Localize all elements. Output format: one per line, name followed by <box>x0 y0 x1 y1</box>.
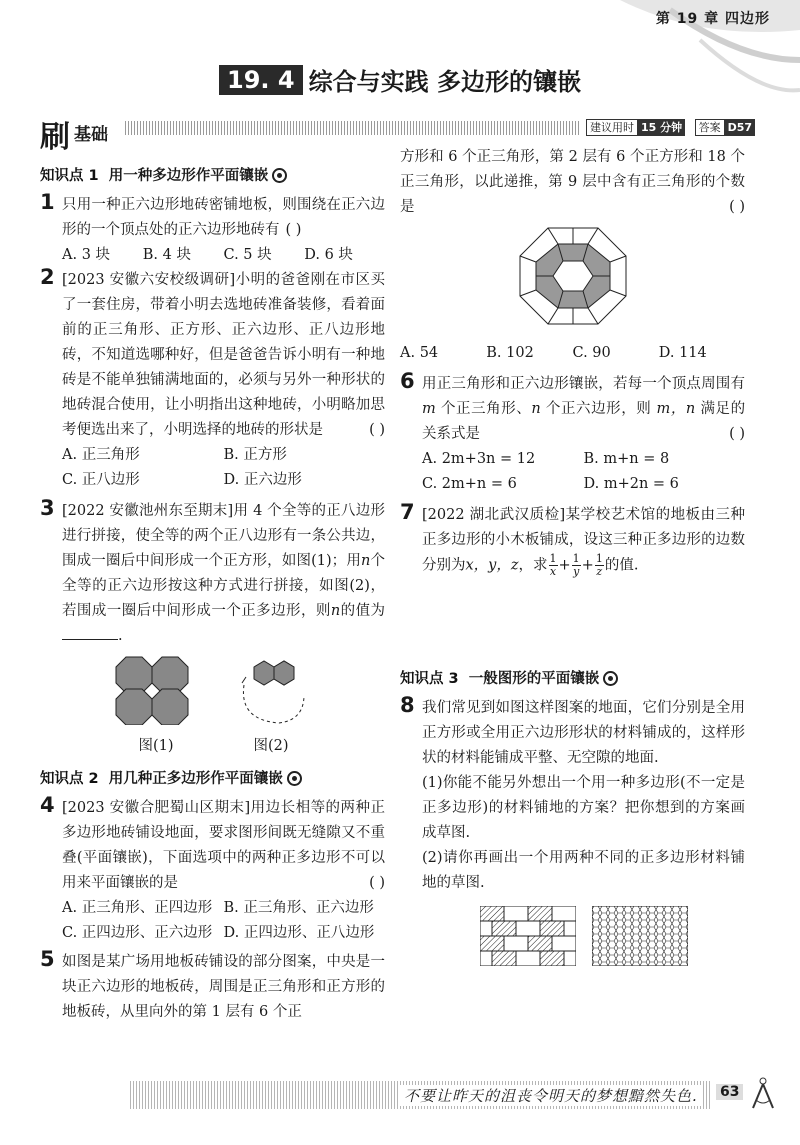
hexagon-tiling-figure <box>592 906 688 966</box>
knowledge-point-2 <box>40 767 385 792</box>
knowledge-point-3 <box>400 667 745 692</box>
question-5-figure <box>400 226 745 335</box>
question-part-2: (2)请你再画出一个用两种不同的正多边形材料铺地的草图. <box>422 849 745 891</box>
question-2 <box>40 265 385 493</box>
answer-paren: ( ) <box>729 199 745 215</box>
question-text: 我们常见到如图这样图案的地面，它们分别是全用正方形或全用正六边形形状的材料铺成的，这样形状的材料能铺成平整、无空隙的地面. <box>422 699 745 766</box>
kp2-label: 知识点 2 <box>40 771 99 787</box>
figure-1-caption: 图(1) <box>138 738 174 754</box>
question-8 <box>400 692 745 966</box>
header-band <box>125 121 580 135</box>
shua-mark: 刷 <box>40 120 70 155</box>
numerator: 1 <box>572 552 580 565</box>
var-n: n <box>361 553 371 569</box>
question-5-options <box>400 341 745 366</box>
question-3-figures <box>62 655 385 734</box>
question-text: 个正三角形、 <box>440 401 532 417</box>
fraction-1-over-z <box>595 553 604 578</box>
option-d: D. 正四边形、正八边形 <box>223 925 375 941</box>
knowledge-point-1 <box>40 164 385 189</box>
question-3 <box>40 496 386 759</box>
chapter-label: 第 19 章 四边形 <box>655 11 770 27</box>
level-label: 基础 <box>74 125 108 145</box>
question-end: . <box>118 628 123 644</box>
question-source: [2022 湖北武汉质检] <box>422 507 566 523</box>
figure-2-caption: 图(2) <box>253 738 289 754</box>
question-source: [2023 安徽合肥蜀山区期末] <box>62 800 251 816</box>
question-1 <box>40 190 385 268</box>
question-number: 1 <box>40 190 55 214</box>
question-number: 8 <box>400 692 415 717</box>
options <box>62 896 385 946</box>
option-d: D. 6 块 <box>304 247 353 263</box>
question-number: 2 <box>40 265 55 289</box>
option-c: C. 2m+n = 6 <box>422 476 517 492</box>
floor-tile-pattern <box>518 226 628 326</box>
time-suggestion <box>586 119 755 136</box>
target-icon <box>272 168 287 183</box>
plus-sign: + <box>558 557 571 574</box>
answer-page: D57 <box>725 119 755 136</box>
options <box>422 447 745 497</box>
option-b: B. 正三角形、正六边形 <box>223 900 374 916</box>
option-b: B. 102 <box>486 345 534 361</box>
question-text: 用 4 个全等的正八边形进行拼接，使全等的两个正八边形有一条公共边，围成一圈后中间形成一个正方形，如图(1)；用 <box>62 503 386 569</box>
tiling-figures <box>104 655 344 725</box>
page-number: 63 <box>716 1084 743 1100</box>
right-column <box>400 145 745 966</box>
question-5-continued <box>400 145 745 220</box>
option-d: D. 114 <box>658 345 707 361</box>
question-5 <box>40 947 385 1025</box>
option-d: D. 正六边形 <box>223 472 302 488</box>
question-text: 满足的关系式是 <box>422 401 746 442</box>
plus-sign: + <box>581 557 594 574</box>
numerator: 1 <box>549 552 557 565</box>
kp3-label: 知识点 3 <box>400 670 459 687</box>
question-4 <box>40 793 386 946</box>
denominator: z <box>596 565 603 578</box>
option-c: C. 5 块 <box>223 247 272 263</box>
figure-captions <box>42 734 385 759</box>
kp3-title: 一般图形的平面镶嵌 <box>468 670 600 687</box>
section-heading <box>0 62 800 97</box>
options <box>62 243 385 268</box>
question-text: 如图是某广场用地板砖铺设的部分图案，中央是一块正六边形的地板砖，周围是正三角形和正方形的地板砖，从里向外的第 1 层有 6 个正 <box>62 954 385 1020</box>
answer-paren: ( ) <box>369 875 385 891</box>
footer-motto: 不要让昨天的沮丧令明天的梦想黯然失色. <box>400 1085 702 1106</box>
target-icon <box>603 671 618 686</box>
question-source: [2023 安徽六安校级调研] <box>62 272 236 288</box>
option-c: C. 90 <box>572 345 611 361</box>
answer-paren: ( ) <box>729 426 745 442</box>
answer-label: 答案 <box>695 119 725 136</box>
kp1-title: 用一种多边形作平面镶嵌 <box>108 168 269 184</box>
question-text: 的值. <box>604 557 639 574</box>
target-icon <box>287 771 302 786</box>
question-7 <box>400 500 745 579</box>
question-part-1: (1)你能不能另外想出一个用一种多边形(不一定是正多边形)的材料铺地的方案？把你想到的方案画成草图. <box>422 774 745 841</box>
question-source: [2022 安徽池州东至期末] <box>62 503 234 519</box>
question-6 <box>400 369 746 497</box>
question-text: 个正六边形，则 <box>545 401 652 417</box>
var-mn: m，n <box>656 401 696 417</box>
question-text: 用边长相等的两种正多边形地砖铺设地面，要求图形间既无缝隙又不重叠(平面镶嵌)，下面选项中的两种正多边形不可以用来平面镶嵌的是 <box>62 800 386 891</box>
var-m: m <box>422 401 436 417</box>
question-number: 4 <box>40 793 55 817</box>
question-text: 小明的爸爸刚在市区买了一套住房，带着小明去选地砖准备装修，看着面前的正三角形、正方形、正六边形、正八边形地砖，不知道选哪种好，但是爸爸告诉小明有一种地砖是不能单独铺满地面的，必须与另外一种形状的地砖混合使用，让小明指出这种地砖，小明略加思考便选出来了，小明选择的地砖的形状是 <box>62 272 385 438</box>
left-column <box>40 160 385 1025</box>
option-b: B. 正方形 <box>223 447 287 463</box>
question-text: ，求 <box>518 557 548 574</box>
option-a: A. 正三角形 <box>62 447 140 463</box>
answer-paren: ( ) <box>285 222 302 238</box>
time-label: 建议用时 <box>586 119 638 136</box>
question-text: 只用一种正六边形地砖密铺地板，则围绕在正六边形的一个顶点处的正六边形地砖有 <box>62 197 385 238</box>
question-number: 5 <box>40 947 55 971</box>
option-a: A. 3 块 <box>62 247 111 263</box>
var-n: n <box>330 603 341 619</box>
option-a: A. 54 <box>400 345 439 361</box>
var-n: n <box>531 401 541 417</box>
question-number: 3 <box>40 496 55 520</box>
kp1-label: 知识点 1 <box>40 168 99 184</box>
option-b: B. 4 块 <box>142 247 191 263</box>
answer-paren: ( ) <box>369 422 385 438</box>
denominator: x <box>549 565 557 578</box>
question-text: 某学校艺术馆的地板由三种正多边形的小木板铺成，设这三种正多边形的边数分别为 <box>422 507 745 574</box>
compass-icon <box>748 1076 778 1110</box>
question-text: 方形和 6 个正三角形，第 2 层有 6 个正方形和 18 个正三角形，以此递推，第 9 层中含有正三角形的个数是 <box>400 149 745 215</box>
denominator: y <box>573 565 580 578</box>
options <box>62 443 385 493</box>
fraction-1-over-x <box>549 553 558 578</box>
square-tiling-figure <box>480 906 576 966</box>
option-c: C. 正四边形、正六边形 <box>62 925 213 941</box>
question-number: 6 <box>400 369 415 393</box>
section-title: 综合与实践 多边形的镶嵌 <box>308 68 581 96</box>
fraction-1-over-y <box>572 553 581 578</box>
question-text: 个全等的正六边形按这种方式进行拼接，如图(2)，若围成一圈后中间形成一个正多边形，则 <box>62 553 385 619</box>
question-text: 的值为 <box>340 603 386 619</box>
question-text: 用正三角形和正六边形镶嵌，若每一个顶点周围有 <box>422 376 745 392</box>
option-d: D. m+2n = 6 <box>583 476 679 492</box>
section-number: 19. 4 <box>219 65 303 95</box>
numerator: 1 <box>595 552 603 565</box>
answer-blank[interactable] <box>62 625 118 640</box>
option-b: B. m+n = 8 <box>583 451 670 467</box>
time-value: 15 分钟 <box>638 119 685 136</box>
kp2-title: 用几种正多边形作平面镶嵌 <box>108 771 283 787</box>
question-8-figures <box>422 906 745 966</box>
vars-xyz: x，y，z <box>465 557 519 574</box>
option-c: C. 正八边形 <box>62 472 140 488</box>
question-number: 7 <box>400 500 415 524</box>
option-a: A. 正三角形、正四边形 <box>62 900 213 916</box>
option-a: A. 2m+3n = 12 <box>422 451 536 467</box>
